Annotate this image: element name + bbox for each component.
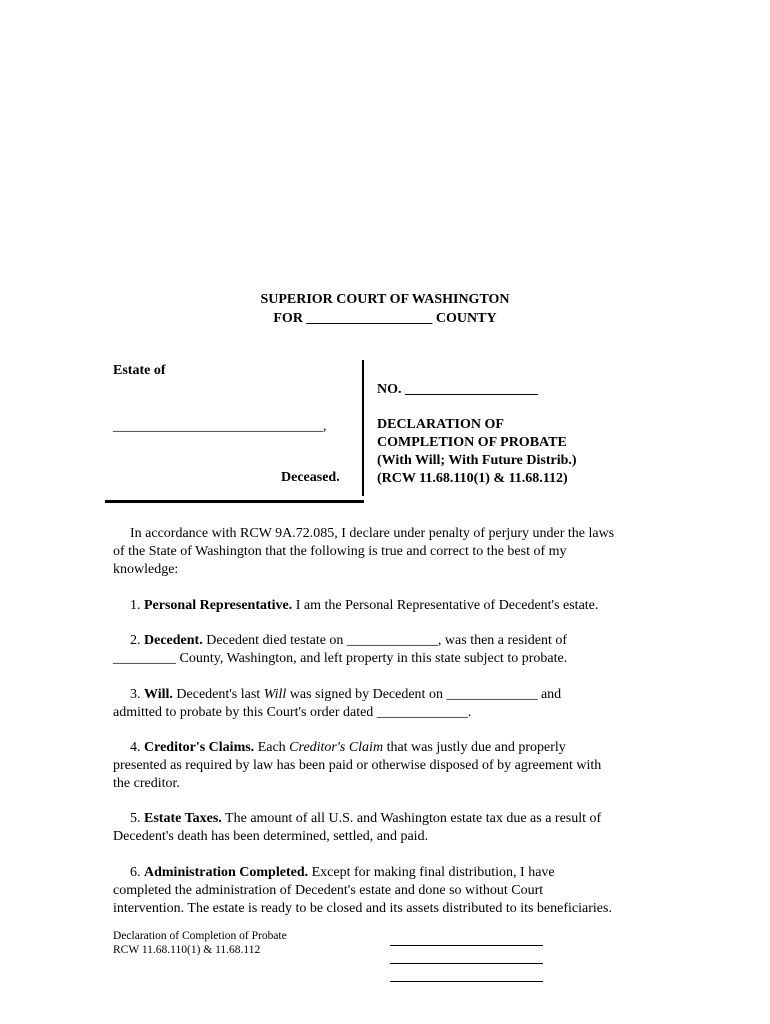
estate-of-label: Estate of [113,363,166,378]
item-4-text-a: Each [257,740,286,755]
item-3-line-2: admitted to probate by this Court's order dated _____________. [113,705,472,720]
footer-rcw: RCW 11.68.110(1) & 11.68.112 [113,944,261,956]
attorney-info-line-1 [390,945,543,946]
doc-title-line-3: (With Will; With Future Distrib.) [377,453,577,468]
item-5-number: 5. [130,811,141,826]
decedent-name-line: ______________________________, [113,419,327,434]
intro-paragraph [113,525,673,579]
item-6-line-2: completed the administration of Decedent's estate and done so without Court [113,883,544,898]
item-creditors-claims [113,739,673,793]
item-4-line-3: the creditor. [113,776,180,791]
intro-line-3: knowledge: [113,562,179,577]
intro-line-2: of the State of Washington that the following is true and correct to the best of my [113,544,567,559]
item-2-text: Decedent died testate on _____________, was then a resident of [206,633,567,648]
item-3-heading: Will. [144,687,173,702]
item-6-text: Except for making final distribution, I have [311,865,555,880]
item-1-heading: Personal Representative. [144,598,293,613]
item-6-number: 6. [130,865,141,880]
footer-title: Declaration of Completion of Probate [113,930,287,942]
item-5-line-2: Decedent's death has been determined, settled, and paid. [113,829,429,844]
intro-line-1: In accordance with RCW 9A.72.085, I declare under penalty of perjury under the laws [130,526,615,541]
doc-title-line-2: COMPLETION OF PROBATE [377,435,567,450]
item-5-text: The amount of all U.S. and Washington estate tax due as a result of [225,811,602,826]
item-1-number: 1. [130,598,141,613]
item-3-text-b: was signed by Decedent on _____________ and [289,687,562,702]
deceased-label: Deceased. [281,470,340,485]
item-2-heading: Decedent. [144,633,203,648]
item-4-text-b: that was justly due and properly [386,740,566,755]
item-will [113,686,673,722]
item-2-number: 2. [130,633,141,648]
item-personal-representative [113,597,673,615]
item-estate-taxes [113,810,673,846]
item-administration-completed [113,864,673,918]
item-1-text: I am the Personal Representative of Decedent's estate. [295,598,599,613]
item-5-heading: Estate Taxes. [144,811,222,826]
item-3-text-a: Decedent's last [176,687,261,702]
item-4-heading: Creditor's Claims. [144,740,255,755]
item-3-number: 3. [130,687,141,702]
attorney-info-line-3 [390,981,543,982]
case-number: NO. ___________________ [377,382,538,397]
doc-title-line-1: DECLARATION OF [377,417,504,432]
item-6-line-3: intervention. The estate is ready to be closed and its assets distributed to its beneficiaries. [113,901,612,916]
caption-vertical-rule [362,360,364,496]
item-3-emphasis: Will [263,687,287,702]
attorney-info-line-2 [390,963,543,964]
county-line: FOR __________________ COUNTY [273,311,497,326]
caption-horizontal-rule [105,500,364,503]
item-6-heading: Administration Completed. [144,865,309,880]
doc-title-line-4: (RCW 11.68.110(1) & 11.68.112) [377,471,568,486]
item-4-number: 4. [130,740,141,755]
item-2-line-2: _________ County, Washington, and left property in this state subject to probate. [113,651,568,666]
item-4-line-2: presented as required by law has been paid or otherwise disposed of by agreement with [113,758,602,773]
item-decedent [113,632,673,668]
item-4-emphasis: Creditor's Claim [289,740,384,755]
court-name: SUPERIOR COURT OF WASHINGTON [260,292,510,307]
